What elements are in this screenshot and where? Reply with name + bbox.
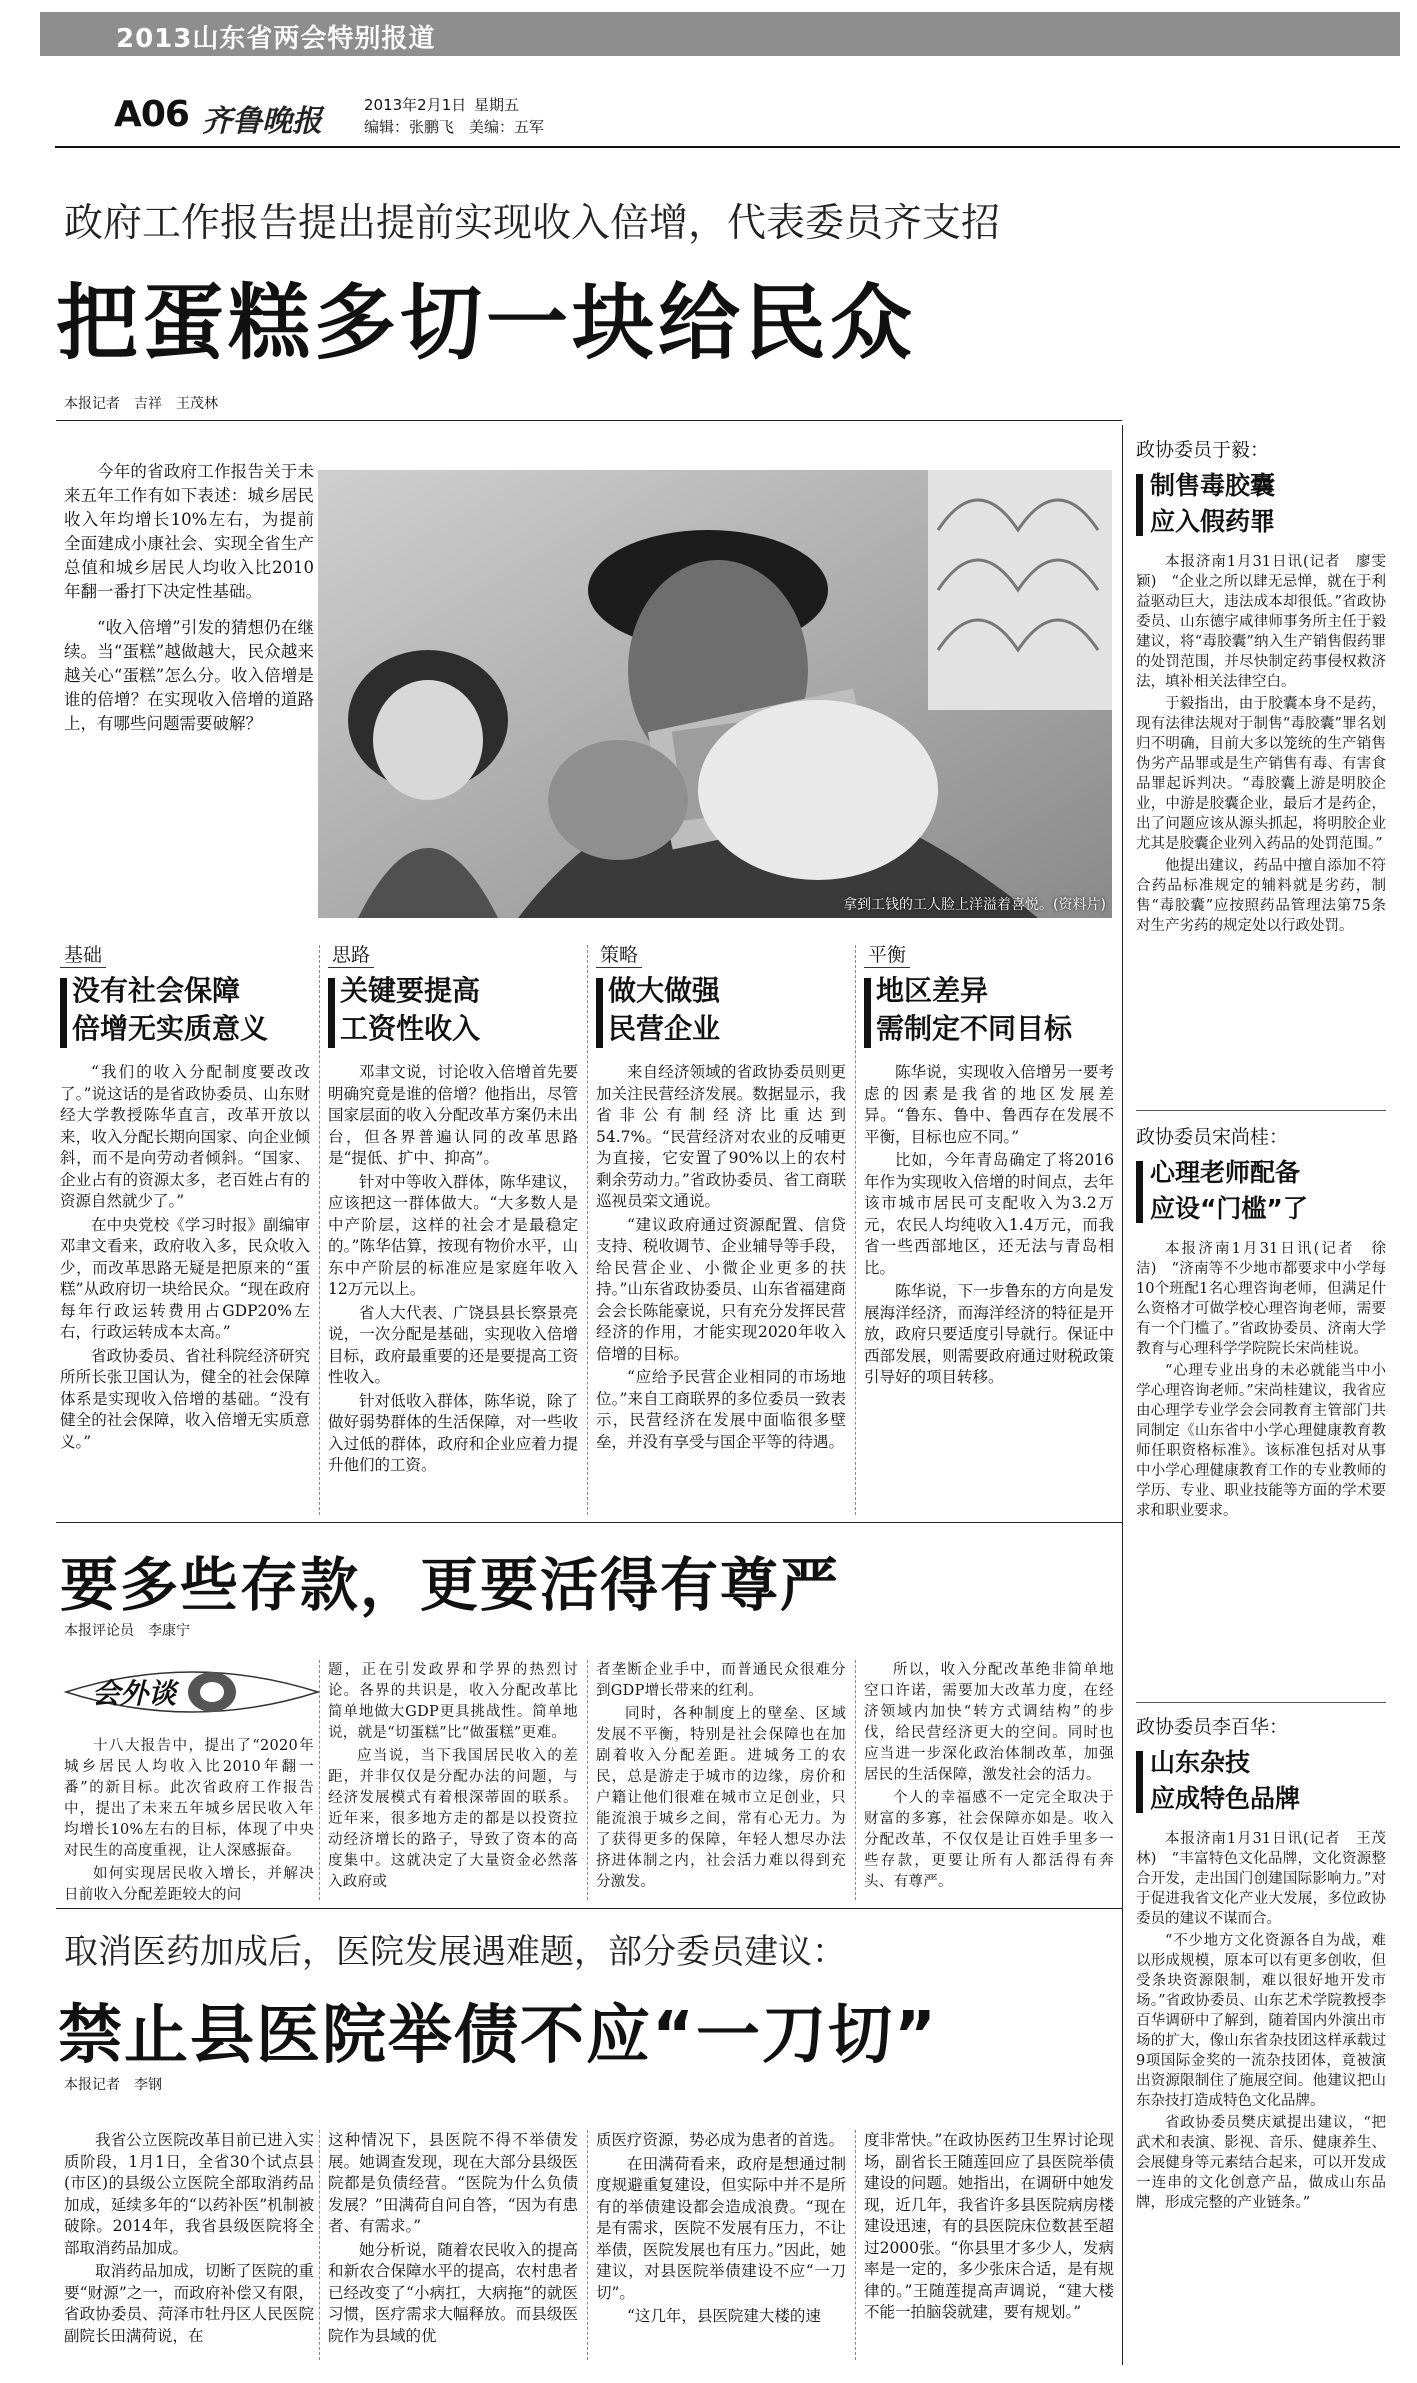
section-tag: 思路	[328, 940, 374, 968]
section-title-line: 没有社会保障	[72, 974, 241, 1007]
sidebar-divider	[1122, 425, 1123, 2365]
hospital-rule	[56, 1908, 1122, 1909]
top-banner	[40, 12, 1400, 56]
comment-paragraph: 应当说，当下我国居民收入的差距，并非仅仅是分配办法的问题，与经济发展模式有着根深蒂固的联系。近年来，很多地方走的都是以投资拉动经济增长的路子，导致了资本的高度集中。这就决定了大量资金必然落入政府或	[328, 1748, 578, 1890]
comment-logo-text: 会外谈	[92, 1677, 177, 1710]
column-divider	[319, 1660, 320, 1900]
hospital-col-2	[328, 2130, 578, 2349]
sidebar-title-line: 应入假药罪	[1150, 507, 1276, 536]
hospital-paragraph: 度非常快。”在政协医药卫生界讨论现场，副省长王随莲回应了县医院举债建设的问题。她指出，在调研中她发现，近几年，我省许多县医院病房楼建设迅速，有的县医院床位数甚至超过2000张。“你县里才多少人，发病率是一定的，多少张床合适，是有规律的。”王随莲提高声调说，“建大楼不能一拍脑袋就建，要有规划。”	[864, 2131, 1114, 2321]
comment-col-2	[328, 1660, 578, 1895]
sidebar-rule	[1136, 1110, 1386, 1111]
column-divider	[587, 2130, 588, 2360]
section-paragraph: “应给予民营企业相同的市场地位。”来自工商联界的多位委员一致表示，民营经济在发展中面临很多壁垒，并没有享受与国企平等的待遇。	[596, 1368, 846, 1451]
sidebar-title-line: 应设“门槛”了	[1150, 1194, 1308, 1223]
title-bar	[60, 978, 67, 1048]
column-divider	[855, 945, 856, 1515]
lead-byline: 本报记者 吉祥 王茂林	[64, 396, 218, 412]
section-title-line: 需制定不同目标	[876, 1012, 1073, 1045]
section-title-line: 关键要提高	[340, 974, 481, 1007]
intro-paragraph: 今年的省政府工作报告关于未来五年工作有如下表述：城乡居民收入年均增长10%左右，为提前全面建成小康社会、实现全省生产总值和城乡居民人均收入比2010年翻一番打下决定性基础。	[64, 462, 314, 601]
section-paragraph: 省政协委员、省社科院经济研究所所长张卫国认为，健全的社会保障体系是实现收入倍增的基础。“没有健全的社会保障，收入倍增无实质意义。”	[60, 1346, 310, 1451]
sidebar-pre: 政协委员于毅：	[1136, 439, 1270, 461]
lead-intro	[64, 460, 314, 738]
hospital-paragraph: 质医疗资源，势必成为患者的首选。	[596, 2131, 845, 2149]
section-paragraph: “建议政府通过资源配置、信贷支持、税收调节、企业辅导等手段，给民营企业、小微企业更多的扶持。”山东省政协委员、山东省福建商会会长陈能豪说，只有充分发挥民营经济的作用，才能实现2020年收入倍增的目标。	[596, 1215, 846, 1363]
comment-logo	[62, 1658, 322, 1724]
comment-byline: 本报评论员 李康宁	[64, 1623, 190, 1639]
section-paragraph: 来自经济领域的省政协委员则更加关注民营经济发展。数据显示，我省非公有制经济比重达到54.7%。“民营经济对农业的反哺更为直接，它安置了90%以上的农村剩余劳动力。”省政协委员、省工商联巡视员栾文通说。	[596, 1063, 846, 1210]
hospital-kicker: 取消医药加成后，医院发展遇难题，部分委员建议：	[64, 1932, 846, 1972]
issue-date: 2013年2月1日	[364, 96, 467, 114]
sidebar-title-line: 应成特色品牌	[1150, 1784, 1301, 1813]
section-tag: 平衡	[864, 940, 910, 968]
hospital-paragraph: 我省公立医院改革目前已进入实质阶段，1月1日，全省30个试点县(市区)的县级公立医院全部取消药品加成，延续多年的“以药补医”机制被破除。2014年，我省县级医院将全部取消药品加成。	[64, 2131, 314, 2257]
hospital-byline: 本报记者 李钢	[64, 2077, 162, 2093]
hospital-col-1	[64, 2130, 314, 2349]
sidebar-rule	[1136, 1702, 1386, 1703]
sidebar-paragraph: 本报济南1月31日讯(记者 王茂林) “丰富特色文化品牌，文化资源整合开发，走出国门创建国际影响力。”对于促进我省文化产业大发展，多位政协委员的建议不谋而合。	[1136, 1831, 1386, 1927]
section-tag: 基础	[60, 940, 106, 968]
section-title-line: 地区差异	[876, 974, 989, 1007]
title-bar	[596, 978, 603, 1048]
column-divider	[587, 1660, 588, 1900]
section-paragraph: 省人大代表、广饶县县长察景亮说，一次分配是基础，实现收入倍增目标，政府最重要的还是要提高工资性收入。	[328, 1303, 578, 1386]
column-divider	[319, 945, 320, 1515]
sidebar-title-line: 心理老师配备	[1150, 1158, 1301, 1187]
section-paragraph: “我们的收入分配制度要改改了。”说这话的是省政协委员、山东财经大学教授陈华直言，改革开放以来，收入分配长期向国家、向企业倾斜，而不是向劳动者倾斜。“国家、企业占有的资源太多，老百姓占有的资源自然就少了。”	[60, 1063, 310, 1210]
sidebar-story-libaihua	[1136, 1712, 1386, 2215]
sidebar-paragraph: 本报济南1月31日讯(记者 徐洁) “济南等不少地市都要求中小学每10个班配1名心理咨询老师，但满足什么资格才可做学校心理咨询老师，需要有一个门槛了。”省政协委员、济南大学教育与心理科学学院院长宋尚桂说。	[1136, 1241, 1386, 1357]
masthead-rule	[55, 146, 1400, 148]
lead-rule	[56, 420, 1122, 421]
sidebar-title-line: 山东杂技	[1150, 1748, 1251, 1777]
comment-paragraph: 个人的幸福感不一定完全取决于财富的多寡，社会保障亦如是。收入分配改革，不仅仅是让百姓手里多一些存款，更要让所有人都活得有奔头、有尊严。	[864, 1790, 1114, 1890]
banner-title: 2013山东省两会特别报道	[116, 24, 436, 54]
sidebar-story-yuyi	[1136, 435, 1386, 938]
section-paragraph: 针对低收入群体，陈华说，除了做好弱势群体的生活保障，对一些收入过低的群体，政府和企业应着力提升他们的工资。	[328, 1391, 578, 1474]
comment-headline: 要多些存款，更要活得有尊严	[60, 1551, 841, 1619]
comment-paragraph: 十八大报告中，提出了“2020年城乡居民人均收入比2010年翻一番”的新目标。此次省政府工作报告中，提出了未来五年城乡居民收入年均增长10%左右的目标，体现了中央对民生的高度重视，让人深感振奋。	[64, 1738, 314, 1859]
section-tag: 策略	[596, 940, 642, 968]
hospital-paragraph: 这种情况下，县医院不得不举债发展。她调查发现，现在大部分县级医院都是负债经营。“医院为什么负债发展？”田满荷自问自答，“因为有患者、有需求。”	[328, 2131, 578, 2235]
sidebar-pre: 政协委员李百华：	[1136, 1716, 1289, 1738]
column-divider	[855, 2130, 856, 2360]
column-divider	[855, 1660, 856, 1900]
section-paragraph: 陈华说，实现收入倍增另一要考虑的因素是我省的地区发展差异。“鲁东、鲁中、鲁西存在发展不平衡，目标也应不同。”	[864, 1063, 1114, 1146]
page-number: A06	[114, 94, 189, 135]
sidebar-paragraph: 于毅指出，由于胶囊本身不是药，现有法律法规对于制售“毒胶囊”罪名划归不明确，目前大多以笼统的生产销售伪劣产品罪或是生产销售有毒、有害食品罪起诉判决。“毒胶囊上游是明胶企业，中游是胶囊企业，最后才是药企，出了问题应该从源头抓起，将明胶企业尤其是胶囊企业列入药品的处罚范围。”	[1136, 696, 1386, 852]
column-divider	[587, 945, 588, 1515]
comment-paragraph: 同时，各种制度上的壁垒、区域发展不平衡，特别是社会保障也在加剧着收入分配差距。进城务工的农民，总是游走于城市的边缘，房价和户籍让他们很难在城市立足创业，只能流浪于城乡之间，常有心无力。为了获得更多的保障，年轻人想尽办法挤进体制之内，社会活力难以得到充分激发。	[596, 1706, 846, 1890]
photo-caption: 拿到工钱的工人脸上洋溢着喜悦。(资料片)	[843, 897, 1106, 913]
comment-col-3	[596, 1660, 846, 1895]
comment-paragraph: 题，正在引发政界和学界的热烈讨论。各界的共识是，收入分配改革比简单地做大GDP更具挑战性。简单地说，就是“切蛋糕”比“做蛋糕”更难。	[328, 1662, 578, 1741]
hospital-paragraph: 在田满荷看来，政府是想通过制度规避重复建设，但实际中并不是所有的举债建设都会造成浪费。“现在是有需求，医院不发展有压力，不让举债，医院发展也有压力。”因此，她建议，对县医院举债建设不应“一刀切”。	[596, 2154, 846, 2302]
masthead	[114, 90, 1364, 142]
hospital-col-4	[864, 2130, 1114, 2326]
editors-line: 编辑：张鹏飞 美编：五军	[364, 118, 545, 136]
section-paragraph: 在中央党校《学习时报》副编审邓聿文看来，政府收入多，民众收入少，而改革思路无疑是把原来的“蛋糕”从政府切一块给民众。“现在政府每年行政运转费用占GDP20%左右，行政运转成本太高。”	[60, 1215, 310, 1341]
section-title-line: 倍增无实质意义	[72, 1012, 269, 1045]
hospital-paragraph: 取消药品加成，切断了医院的重要“财源”之一，而政府补偿又有限，省政协委员、菏泽市牡丹区人民医院副院长田满荷说，在	[64, 2262, 314, 2345]
comment-col-4	[864, 1660, 1114, 1895]
sidebar-paragraph: “不少地方文化资源各自为战，难以形成规模，原本可以有更多创收，但受条块资源限制，难以很好地开发市场。”省政协委员、山东艺术学院教授李百华调研中了解到，随着国内外演出市场的扩大，像山东省杂技团这样承载过9项国际金奖的一流杂技团体，竟被演出资源限制住了施展空间。他建议把山东杂技打造成特色文化品牌。	[1136, 1933, 1386, 2109]
title-bar	[1136, 1751, 1143, 1813]
title-bar	[328, 978, 335, 1048]
comment-rule	[56, 1522, 1122, 1523]
section-paragraph: 针对中等收入群体，陈华建议，应该把这一群体做大。“大多数人是中产阶层，这样的社会才是最稳定的。”陈华估算，按现有物价水平，山东中产阶层的标准应是家庭年收入12万元以上。	[328, 1172, 578, 1298]
section-balance	[864, 940, 1114, 1391]
lead-kicker: 政府工作报告提出提前实现收入倍增，代表委员齐支招	[64, 201, 1001, 246]
comment-paragraph: 者垄断企业手中，而普通民众很难分到GDP增长带来的红利。	[596, 1662, 846, 1699]
comment-paragraph: 如何实现居民收入增长，并解决日前收入分配差距较大的问	[64, 1866, 314, 1903]
section-basis	[60, 940, 310, 1455]
comment-col-1	[64, 1736, 314, 1908]
hospital-paragraph: “这几年，县医院建大楼的速	[627, 2307, 821, 2325]
section-title-line: 做大做强	[608, 974, 721, 1007]
lead-headline: 把蛋糕多切一块给民众	[56, 276, 917, 371]
hospital-col-3	[596, 2130, 846, 2330]
sidebar-paragraph: 他提出建议，药品中擅自添加不符合药品标准规定的辅料就是劣药，制售“毒胶囊”应按照药品管理法第75条对生产劣药的规定处以行政处罚。	[1136, 858, 1386, 934]
lead-photo	[318, 470, 1112, 918]
sidebar-paragraph: 省政协委员樊庆斌提出建议，“把武术和表演、影视、音乐、健康养生、会展健身等元素结合起来，可以开发成一连串的文化创意产品，做成山东品牌，形成完整的产业链条。”	[1136, 2115, 1386, 2211]
issue-weekday: 星期五	[474, 96, 520, 114]
title-bar	[1136, 474, 1143, 536]
column-divider	[319, 2130, 320, 2360]
section-paragraph: 邓聿文说，讨论收入倍增首先要明确究竟是谁的倍增？他指出，尽管国家层面的收入分配改革方案仍未出台，但各界普遍认同的改革思路是“提低、扩中、抑高”。	[328, 1063, 578, 1167]
section-approach	[328, 940, 578, 1479]
section-title-line: 民营企业	[608, 1012, 721, 1045]
hospital-headline: 禁止县医院举债不应“一刀切”	[58, 1999, 939, 2073]
title-bar	[1136, 1161, 1143, 1223]
section-paragraph: 比如，今年青岛确定了将2016年作为实现收入倍增的时间点，去年该市城市居民可支配收入为3.2万元，农民人均纯收入1.4万元，而我省一些西部地区，还无法与青岛相比。	[864, 1151, 1114, 1277]
section-title-line: 工资性收入	[340, 1012, 481, 1045]
section-strategy	[596, 940, 846, 1455]
sidebar-title-line: 制售毒胶囊	[1150, 471, 1276, 500]
sidebar-paragraph: “心理专业出身的未必就能当中小学心理咨询老师。”宋尚桂建议，我省应由心理学专业学会会同教育主管部门共同制定《山东省中小学心理健康教育教师任职资格标准》。该标准包括对从事中小学心理健康教育工作的专业教师的学历、专业、职业技能等方面的学术要求和职业要求。	[1136, 1363, 1386, 1519]
hospital-paragraph: 她分析说，随着农民收入的提高和新农合保障水平的提高，农村患者已经改变了“小病扛，大病拖”的就医习惯，医疗需求大幅释放。而县级医院作为县域的优	[328, 2240, 578, 2345]
comment-paragraph: 所以，收入分配改革绝非简单地空口许诺，需要加大改革力度，在经济领域内加快“转方式调结构”的步伐，给民营经济更大的空间。同时也应当进一步深化政治体制改革，加强居民的生活保障，激发社会的活力。	[864, 1662, 1114, 1783]
photo-illustration	[318, 470, 1112, 918]
section-paragraph: 陈华说，下一步鲁东的方向是发展海洋经济，而海洋经济的特征是开放，政府只要适度引导就行。保证中西部发展，则需要政府通过财税政策引导好的项目转移。	[864, 1282, 1114, 1386]
sidebar-pre: 政协委员宋尚桂：	[1136, 1126, 1289, 1148]
paper-logo: 齐鲁晚报	[202, 104, 322, 139]
sidebar-paragraph: 本报济南1月31日讯(记者 廖雯颖) “企业之所以肆无忌惮，就在于利益驱动巨大，违法成本却很低。”省政协委员、山东德宇咸律师事务所主任于毅建议，将“毒胶囊”纳入生产销售假药罪的处罚范围，并尽快制定药事侵权救济法，填补相关法律空白。	[1136, 554, 1386, 690]
sidebar-story-songshanggui	[1136, 1122, 1386, 1523]
intro-paragraph: “收入倍增”引发的猜想仍在继续。当“蛋糕”越做越大，民众越来越关心“蛋糕”怎么分。收入倍增是谁的倍增？在实现收入倍增的道路上，有哪些问题需要破解？	[64, 618, 314, 733]
title-bar	[864, 978, 871, 1048]
